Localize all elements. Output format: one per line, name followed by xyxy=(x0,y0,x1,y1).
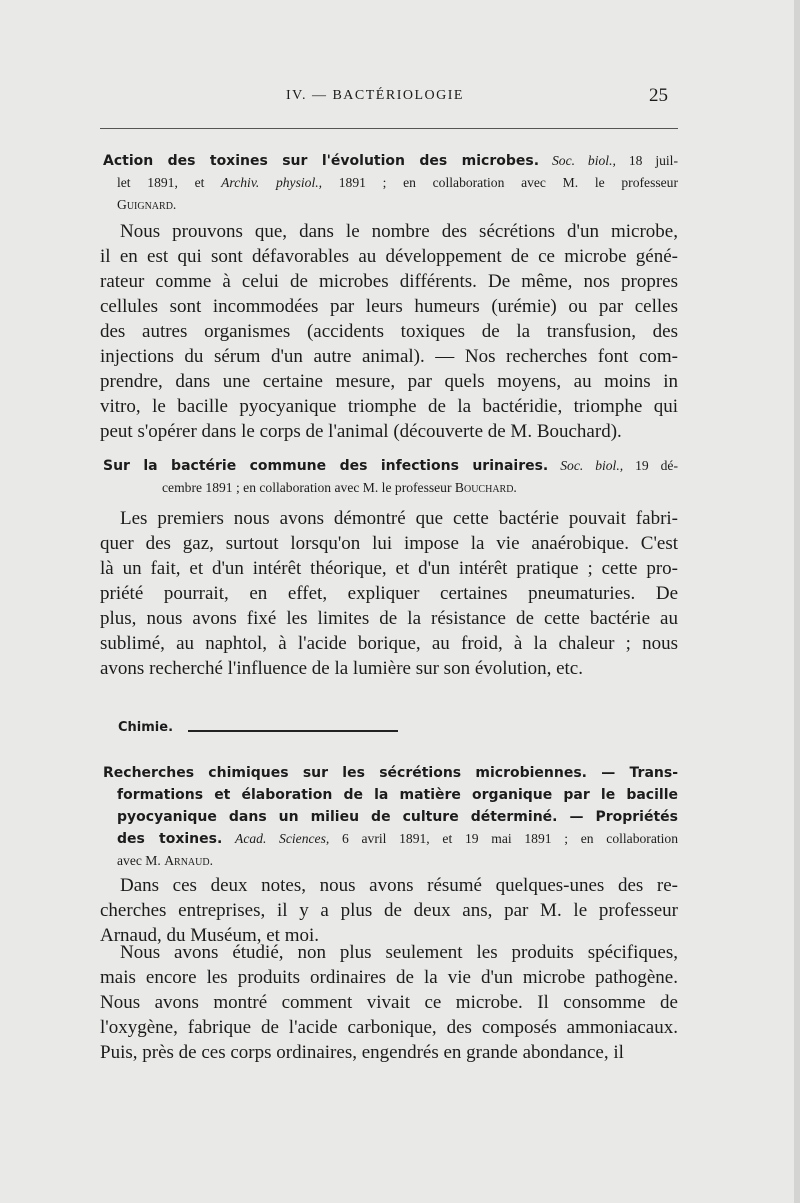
entry-title: pyocyanique dans un milieu de culture déterminé. — Propriétés xyxy=(117,809,678,825)
text-line: rateur comme à celui de microbes différents. De même, nos propres xyxy=(100,271,678,292)
running-header xyxy=(100,85,678,112)
reference-text: cembre 1891 ; en collaboration avec M. le professeur xyxy=(162,480,452,495)
journal: Soc. biol., xyxy=(551,153,616,168)
text-line: cellules sont incommodées par leurs humeurs (urémie) ou par celles xyxy=(100,296,678,317)
text-line: Dans ces deux notes, nous avons résumé quelques-unes des re- xyxy=(120,875,678,896)
page-edge-shadow xyxy=(794,0,800,1203)
text-line: Arnaud, du Muséum, et moi. xyxy=(100,925,320,946)
text-line: là un fait, et d'un intérêt théorique, et d'un intérêt pratique ; cette pro- xyxy=(100,558,678,579)
text-line: Nous prouvons que, dans le nombre des sécrétions d'un microbe, xyxy=(120,221,678,242)
entry-2-heading xyxy=(100,455,678,499)
entry-3-heading xyxy=(100,762,678,872)
text-line: Nous avons étudié, non plus seulement les produits spécifiques, xyxy=(120,942,678,963)
text-line: injections du sérum d'un autre animal). — Nos recherches font com- xyxy=(100,346,678,367)
reference-text: 18 juil- xyxy=(628,153,678,168)
reference-text: avec M. xyxy=(117,853,161,868)
journal: Acad. Sciences, xyxy=(235,831,330,846)
text-line: Les premiers nous avons démontré que cette bactérie pouvait fabri- xyxy=(120,508,678,529)
text-line: quer des gaz, surtout lorsqu'on lui impose la vie anaérobique. C'est xyxy=(100,533,678,554)
paragraph-3 xyxy=(100,873,678,948)
text-line: vitro, le bacille pyocyanique triomphe de la bactéridie, triomphe qui xyxy=(100,396,678,417)
reference-text: 6 avril 1891, et 19 mai 1891 ; en collaboration xyxy=(341,831,678,846)
text-line: des autres organismes (accidents toxiques de la transfusion, des xyxy=(100,321,678,342)
collaborator: Bouchard. xyxy=(454,480,517,495)
text-line: cherches entreprises, il y a plus de deux ans, par M. le professeur xyxy=(100,900,678,921)
entry-title: Sur la bactérie commune des infections urinaires. xyxy=(103,458,549,474)
page-number: 25 xyxy=(649,85,668,106)
text-line: Nous avons montré comment vivait ce microbe. Il consomme de xyxy=(100,992,678,1013)
text-line: avons recherché l'influence de la lumière sur son évolution, etc. xyxy=(100,658,583,679)
entry-title: des toxines. xyxy=(117,831,223,847)
text-line: priété pourrait, en effet, expliquer certaines pneumaturies. De xyxy=(100,583,678,604)
text-line: il en est qui sont défavorables au développement de ce microbe géné- xyxy=(100,246,678,267)
journal: Soc. biol., xyxy=(560,458,624,473)
paragraph-1 xyxy=(100,219,678,444)
journal: Archiv. physiol., xyxy=(221,175,323,190)
text-line: prendre, dans une certaine mesure, par quels moyens, au moins in xyxy=(100,371,678,392)
collaborator: Arnaud. xyxy=(164,853,213,868)
entry-title: formations et élaboration de la matière organique par le bacille xyxy=(117,787,678,803)
text-line: peut s'opérer dans le corps de l'animal (découverte de M. Bouchard). xyxy=(100,421,622,442)
reference-text: 1891 ; en collaboration avec M. le professeur xyxy=(338,175,679,190)
paragraph-4 xyxy=(100,940,678,1065)
entry-title: Recherches chimiques sur les sécrétions microbiennes. — Trans- xyxy=(103,765,678,781)
header-rule xyxy=(100,128,678,129)
text-line: Puis, près de ces corps ordinaires, engendrés en grande abondance, il xyxy=(100,1042,624,1063)
text-line: l'oxygène, fabrique de l'acide carbonique, des composés ammoniacaux. xyxy=(100,1017,678,1038)
reference-text: 19 dé- xyxy=(635,458,678,473)
entry-1-heading xyxy=(100,150,678,216)
section-heading: Chimie. xyxy=(118,720,174,735)
reference-text: let 1891, et xyxy=(117,175,205,190)
text-line: sublimé, au naphtol, à l'acide borique, au froid, à la chaleur ; nous xyxy=(100,633,678,654)
paragraph-2 xyxy=(100,506,678,681)
collaborator: Guignard. xyxy=(117,197,177,212)
text-line: mais encore les produits ordinaires de la vie d'un microbe pathogène. xyxy=(100,967,678,988)
running-title: IV. — BACTÉRIOLOGIE xyxy=(286,88,464,103)
text-line: plus, nous avons fixé les limites de la résistance de cette bactérie au xyxy=(100,608,678,629)
entry-title: Action des toxines sur l'évolution des microbes. xyxy=(103,153,540,169)
section-rule xyxy=(188,730,398,732)
